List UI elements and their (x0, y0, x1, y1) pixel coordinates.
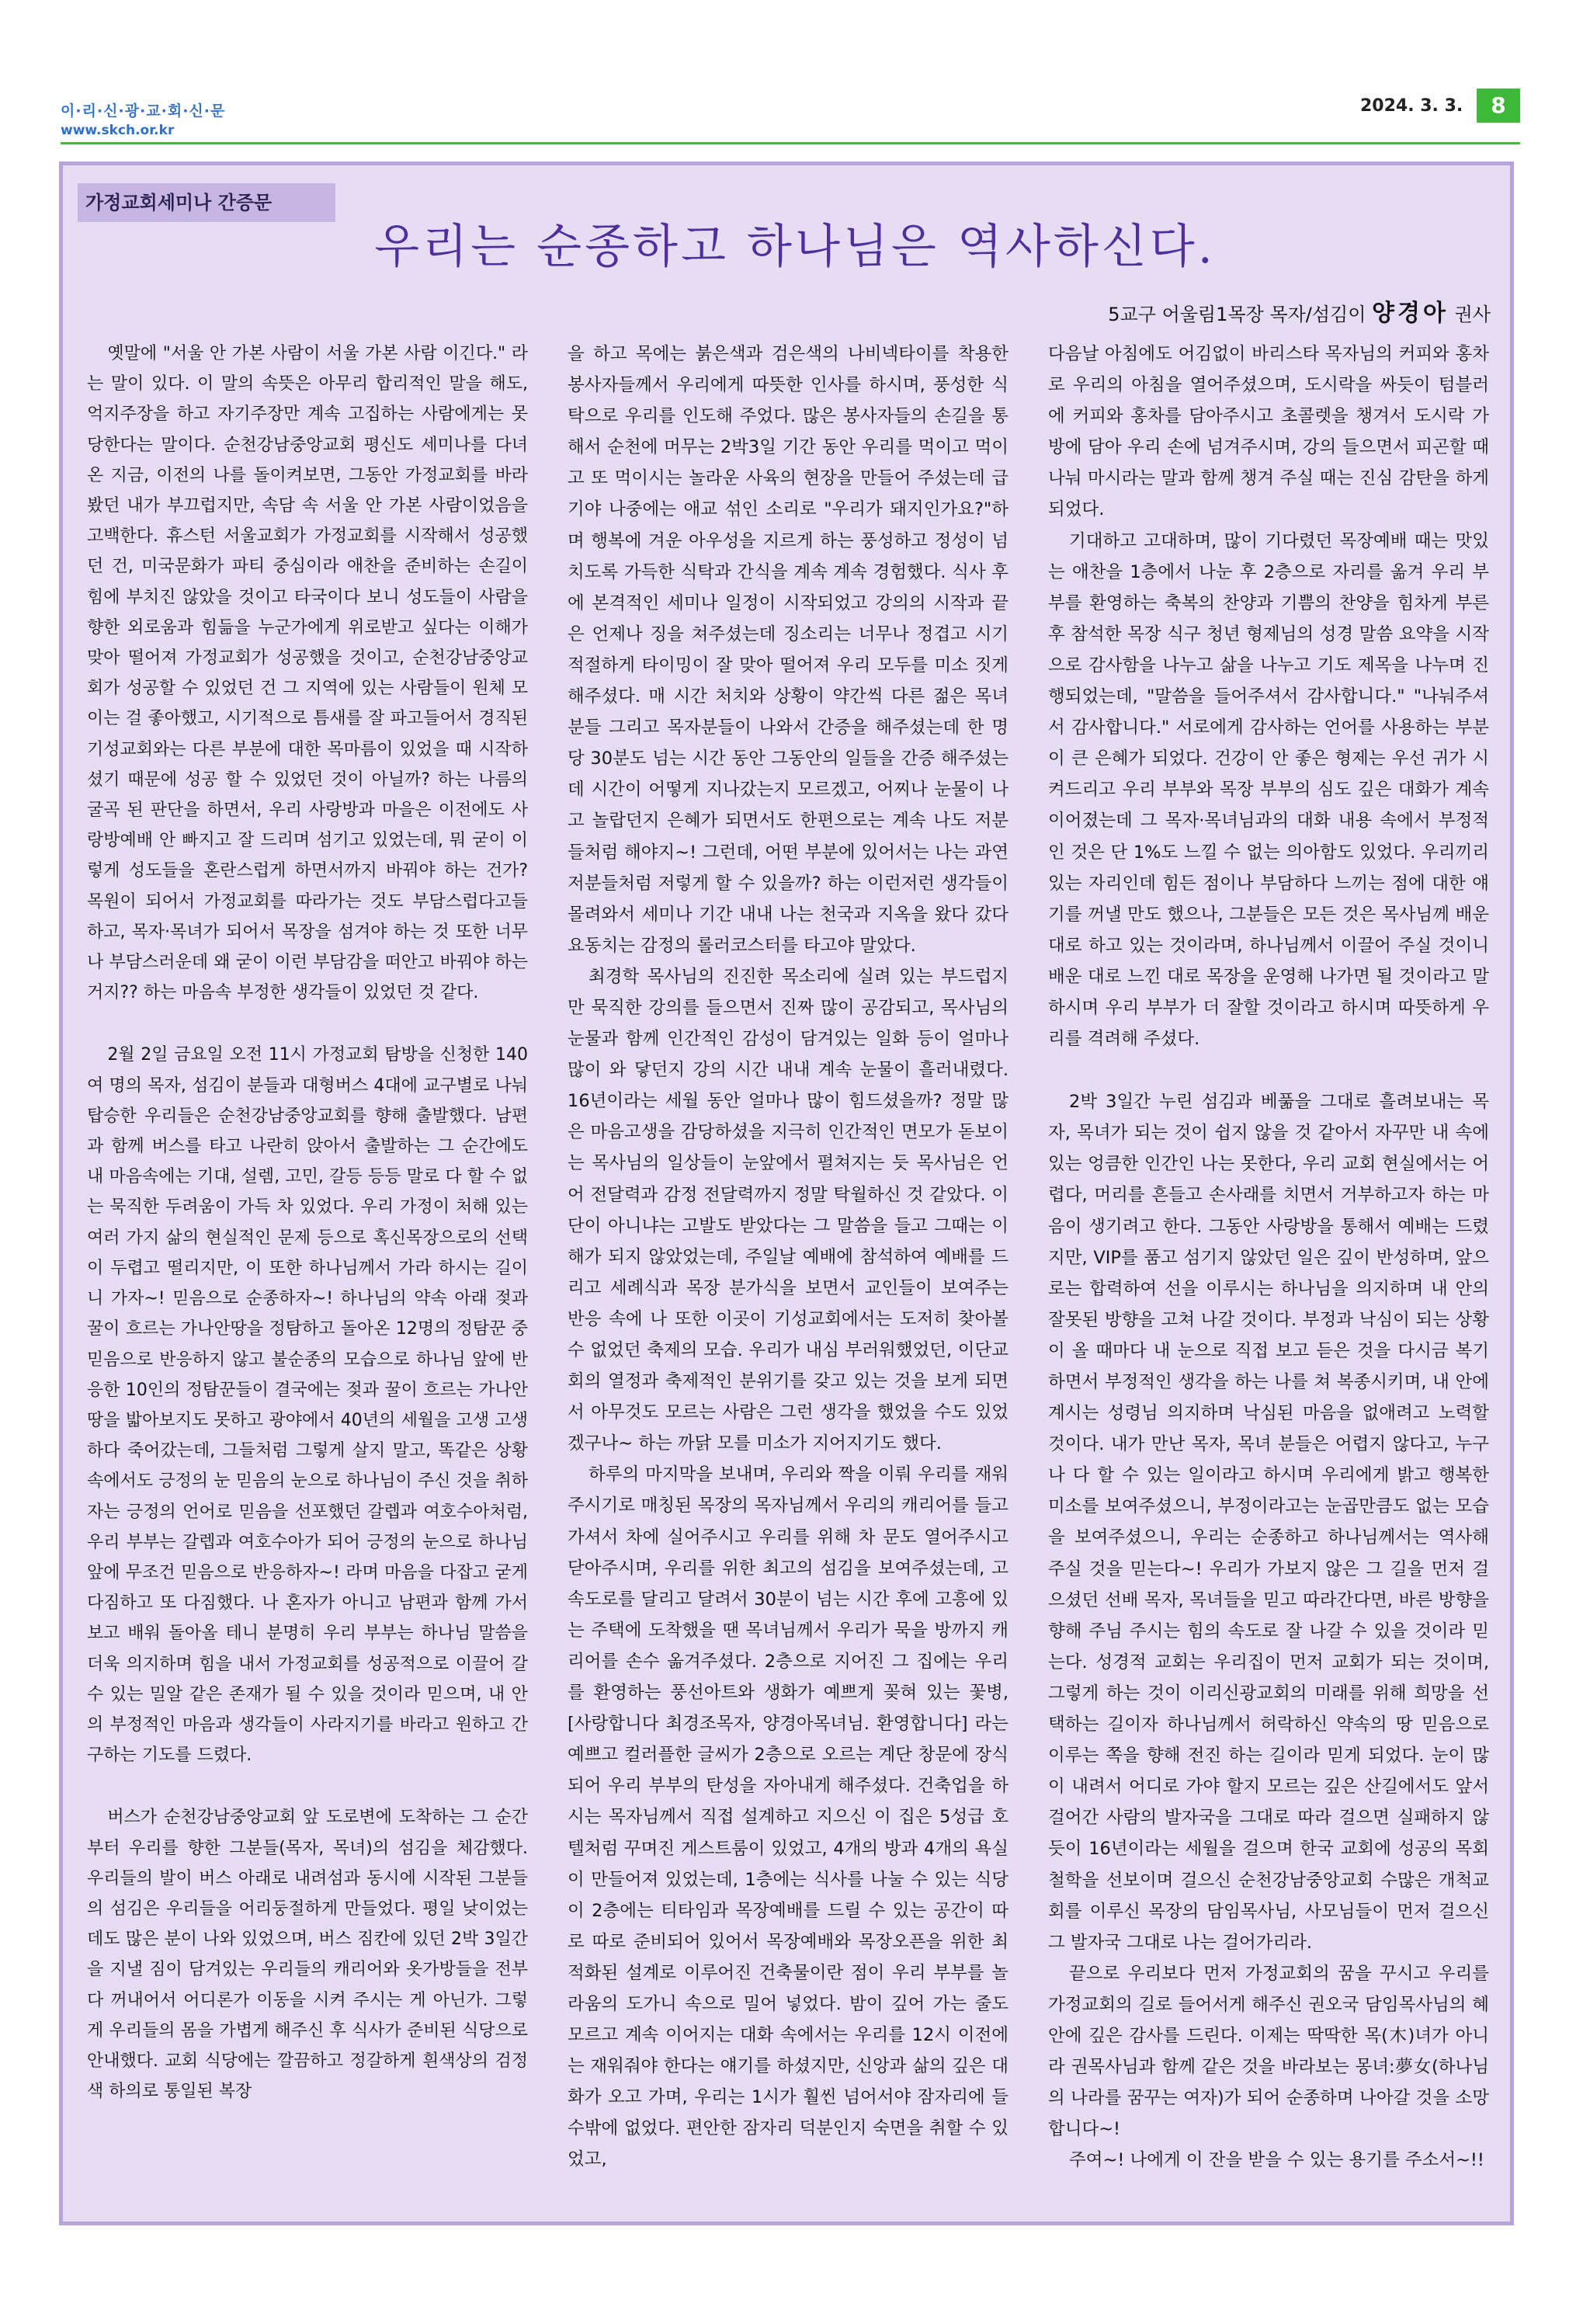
article-title: 우리는 순종하고 하나님은 역사하신다. (374, 220, 1216, 274)
paragraph: 끝으로 우리보다 먼저 가정교회의 꿈을 꾸시고 우리를 가정교회의 길로 들어서게 해주신 권오국 담임목사님의 혜안에 깊은 감사를 드린다. 이제는 딱딱한 목(木)녀가 아니라 권목사님과 함께 같은 것을 바라보는 몽녀:夢女(하나님의 나라를 꿈꾸는 여자)가 되어 순종하며 나아갈 것을 소망합니다~! (1048, 1963, 1489, 2140)
paragraph: 옛말에 "서울 안 가본 사람이 서울 가본 사람 이긴다." 라는 말이 있다. 이 말의 속뜻은 아무리 합리적인 말을 해도, 억지주장을 하고 자기주장만 계속 고집하는 사람에게는 못 당한다는 말이다. 순천강남중앙교회 평신도 세미나를 다녀온 지금, 이전의 나를 돌이켜보면, 그동안 가정교회를 바라봤던 내가 부끄럽지만, 속담 속 서울 안 가본 사람이었음을 고백한다. 휴스턴 서울교회가 가정교회를 시작해서 성공했던 건, 미국문화가 파티 중심이라 애찬을 준비하는 손길이 힘에 부치진 않았을 것이고 타국이다 보니 성도들이 사람을 향한 외로움과 힘듦을 누군가에게 위로받고 싶다는 이해가 맞아 떨어져 가정교회가 성공했을 것이고, 순천강남중앙교회가 성공할 수 있었던 건 그 지역에 있는 사람들이 원체 모이는 걸 좋아했고, 시기적으로 틈새를 잘 파고들어서 경직된 기성교회와는 다른 부분에 대한 목마름이 있었을 때 시작하셨기 때문에 성공 할 수 있었던 것이 아닐까? 하는 나름의 굴곡 된 판단을 하면서, 우리 사랑방과 마을은 이전에도 사랑방예배 안 빠지고 잘 드리며 섬기고 있었는데, 뭐 굳이 이렇게 성도들을 혼란스럽게 하면서까지 바꿔야 하는 건가? 목원이 되어서 가정교회를 따라가는 것도 부담스럽다고들 하고, 목자·목녀가 되어서 목장을 섬겨야 하는 것 또한 너무나 부담스러운데 왜 굳이 이런 부담감을 떠안고 바꿔야 하는 거지?? 하는 마음속 부정한 생각들이 있었던 것 같다. (87, 344, 528, 1003)
page-number-badge: 8 (1477, 89, 1520, 123)
byline-role: 5교구 어울림1목장 목자/섬김이 (1108, 304, 1366, 325)
byline-title: 권사 (1454, 304, 1491, 325)
byline-name: 양경아 (1372, 300, 1449, 327)
paragraph: 주여~! 나에게 이 잔을 받을 수 있는 용기를 주소서~!! (1069, 2150, 1484, 2171)
paragraph: 을 하고 목에는 붉은색과 검은색의 나비넥타이를 착용한 봉사자들께서 우리에게 따뜻한 인사를 하시며, 풍성한 식탁으로 우리를 인도해 주었다. 많은 봉사자들의 손길을 통해서 순천에 머무는 2박3일 기간 동안 우리를 먹이고 먹이고 또 먹이시는 놀라운 사육의 현장을 만들어 주셨는데 급기야 나중에는 애교 섞인 소리로 "우리가 돼지인가요?"하며 행복에 겨운 아우성을 지르게 하는 풍성하고 정성이 넘치도록 가득한 식탁과 간식을 계속 계속 경험했다. 식사 후에 본격적인 세미나 일정이 시작되었고 강의의 시작과 끝은 언제나 징을 쳐주셨는데 징소리는 너무나 정겹고 시기적절하게 타이밍이 잘 맞아 떨어져 우리 모두를 미소 짓게 해주셨다. 매 시간 처치와 상황이 약간씩 다른 젊은 목녀 분들 그리고 목자분들이 나와서 간증을 해주셨는데 한 명당 30분도 넘는 시간 동안 그동안의 일들을 간증 해주셨는데 시간이 어떻게 지나갔는지 모르겠고, 어찌나 눈물이 나고 놀랍던지 은혜가 되면서도 한편으로는 계속 나도 저분들처럼 해야지~! 그런데, 어떤 부분에 있어서는 나는 과연 저분들처럼 저렇게 할 수 있을까? 하는 이런저런 생각들이 몰려와서 세미나 기간 내내 나는 천국과 지옥을 왔다 갔다 요동치는 감정의 롤러코스터를 타고야 말았다. (568, 344, 1009, 956)
paragraph: 2월 2일 금요일 오전 11시 가정교회 탐방을 신청한 140여 명의 목자, 섬김이 분들과 대형버스 4대에 교구별로 나눠 탑승한 우리들은 순천강남중앙교회를 향해 출발했다. 남편과 함께 버스를 타고 나란히 앉아서 출발하는 그 순간에도 내 마음속에는 기대, 설렘, 고민, 갈등 등등 말로 다 할 수 없는 묵직한 두려움이 가득 차 있었다. 우리 가정이 처해 있는 여러 가지 삶의 현실적인 문제 등으로 혹신목장으로의 선택이 두렵고 떨리지만, 이 또한 하나님께서 가라 하시는 길이니 가자~! 믿음으로 순종하자~! 하나님의 약속 아래 젖과 꿀이 흐르는 가나안땅을 정탐하고 돌아온 12명의 정탐꾼 중 믿음으로 반응하지 않고 불순종의 모습으로 하나님 앞에 반응한 10인의 정탐꾼들이 결국에는 젖과 꿀이 흐르는 가나안땅을 밟아보지도 못하고 광야에서 40년의 세월을 고생 고생하다 죽어갔는데, 그들처럼 그렇게 살지 말고, 똑같은 상황 속에서도 긍정의 눈 믿음의 눈으로 하나님이 주신 것을 취하자는 긍정의 언어로 믿음을 선포했던 갈렙과 여호수아처럼, 우리 부부는 갈렙과 여호수아가 되어 긍정의 눈으로 하나님 앞에 무조건 믿음으로 반응하자~! 라며 마음을 다잡고 굳게 다짐하고 또 다짐했다. 나 혼자가 아니고 남편과 함께 가서 보고 배워 돌아올 테니 분명히 우리 부부는 하나님 말씀을 더욱 의지하며 힘을 내서 가정교회를 성공적으로 이끌어 갈 수 있는 밀알 같은 존재가 될 수 있을 것이라 믿으며, 내 안의 부정적인 마음과 생각들이 사라지기를 바라고 원하고 간구하는 기도를 드렸다. (87, 1045, 528, 1766)
paragraph: 하루의 마지막을 보내며, 우리와 짝을 이뤄 우리를 재워주시기로 매칭된 목장의 목자님께서 우리의 캐리어를 들고 가셔서 차에 실어주시고 우리를 위해 차 문도 열어주시고 닫아주시며, 우리를 위한 최고의 섬김을 보여주셨는데, 고속도로를 달리고 달려서 30분이 넘는 시간 후에 고흥에 있는 주택에 도착했을 땐 목녀님께서 우리가 묵을 방까지 캐리어를 손수 옮겨주셨다. 2층으로 지어진 그 집에는 우리를 환영하는 풍선아트와 생화가 예쁘게 꽂혀 있는 꽃병, [사랑합니다 최경조목자, 양경아목녀님. 환영합니다] 라는 예쁘고 컬러플한 글씨가 2층으로 오르는 계단 창문에 장식되어 우리 부부의 탄성을 자아내게 해주셨다. 건축업을 하시는 목자님께서 직접 설계하고 지으신 이 집은 5성급 호텔처럼 꾸며진 게스트룸이 있었고, 4개의 방과 4개의 욕실이 만들어져 있었는데, 1층에는 식사를 나눌 수 있는 식당이 2층에는 티타임과 목장예배를 드릴 수 있는 공간이 따로 따로 준비되어 있어서 목장예배와 목장오픈을 위한 최적화된 설계로 이루어진 건축물이란 점이 우리 부부를 놀라움의 도가니 속으로 밀어 넣었다. 밤이 깊어 가는 줄도 모르고 계속 이어지는 대화 속에서는 우리를 12시 이전에는 재워줘야 한다는 얘기를 하셨지만, 신앙과 삶의 깊은 대화가 오고 가며, 우리는 1시가 훨씬 넘어서야 잠자리에 들 수밖에 없었다. 편안한 잠자리 덕분인지 숙면을 취할 수 있었고, (568, 1464, 1009, 2170)
paragraph: 최경학 목사님의 진진한 목소리에 실려 있는 부드럽지만 묵직한 강의를 들으면서 진짜 많이 공감되고, 목사님의 눈물과 함께 인간적인 감성이 담겨있는 일화 등이 얼마나 많이 와 닿던지 강의 시간 내내 계속 눈물이 흘러내렸다. 16년이라는 세월 동안 얼마나 많이 힘드셨을까? 정말 많은 마음고생을 감당하셨을 지극히 인간적인 면모가 돋보이는 목사님의 일상들이 눈앞에서 펼쳐지는 듯 목사님은 언어 전달력과 감정 전달력까지 정말 탁월하신 것 같았다. 이단이 아니냐는 고발도 받았다는 그 말씀을 들고 그때는 이해가 되지 않았었는데, 주일날 예배에 참석하여 예배를 드리고 세례식과 목장 분가식을 보면서 교인들이 보여주는 반응 속에 나 또한 이곳이 기성교회에서는 도저히 찾아볼 수 없었던 축제의 모습. 우리가 내심 부러워했었던, 이단교회의 열정과 축제적인 분위기를 갖고 있는 것을 보게 되면서 아무것도 모르는 사람은 그런 생각을 했었을 수도 있었겠구나~ 하는 까닭 모를 미소가 지어지기도 했다. (568, 966, 1009, 1454)
paragraph: 2박 3일간 누린 섬김과 베풂을 그대로 흘려보내는 목자, 목녀가 되는 것이 쉽지 않을 것 같아서 자꾸만 내 속에 있는 엉큼한 인간인 나는 못한다, 우리 교회 현실에서는 어렵다, 머리를 흔들고 손사래를 치면서 거부하고자 하는 마음이 생기려고 한다. 그동안 사랑방을 통해서 예배는 드렸지만, VIP를 품고 섬기지 않았던 일은 깊이 반성하며, 앞으로는 합력하여 선을 이루시는 하나님을 의지하며 내 안의 잘못된 방향을 고쳐 나갈 것이다. 부정과 낙심이 되는 상황이 올 때마다 내 눈으로 직접 보고 듣은 것을 다시금 복기하면서 부정적인 생각을 하는 나를 쳐 복종시키며, 내 안에 계시는 성령님 의지하며 낙심된 마음을 없애려고 노력할 것이다. 내가 만난 목자, 목녀 분들은 어렵지 않다고, 누구나 다 할 수 있는 일이라고 하시며 우리에게 밝고 행복한 미소를 보여주셨으니, 부정이라고는 눈곱만큼도 없는 모습을 보여주셨으니, 우리는 순종하고 하나님께서는 역사해 주실 것을 믿는다~! 우리가 가보지 않은 그 길을 먼저 걸으셨던 선배 목자, 목녀들을 믿고 따라간다면, 바른 방향을 향해 주님 주시는 힘의 속도로 잘 나갈 수 있을 것이라 믿는다. 성경적 교회는 우리집이 먼저 교회가 되는 것이며, 그렇게 하는 것이 이리신광교회의 미래를 위해 희망을 선택하는 길이자 하나님께서 허락하신 약속의 땅 믿음으로 이루는 쪽을 향해 전진 하는 길이라 믿게 되었다. 눈이 많이 내려서 어디로 가야 할지 모르는 깊은 산길에서도 앞서 걸어간 사람의 발자국을 그대로 따라 걸으면 실패하지 않듯이 16년이라는 세월을 걸으며 한국 교회에 성공의 목회 철학을 선보이며 걸으신 순천강남중앙교회 수많은 개척교회를 이루신 목장의 담임목사님, 사모님들이 먼저 걸으신 그 발자국 그대로 나는 걸어가리라. (1048, 1092, 1489, 1953)
issue-date: 2024. 3. 3. (1360, 96, 1463, 116)
website-link[interactable]: www.skch.or.kr (61, 123, 175, 138)
article-column-2 (568, 339, 1009, 2176)
paragraph: 버스가 순천강남중앙교회 앞 도로변에 도착하는 그 순간부터 우리를 향한 그분들(목자, 목녀)의 섬김을 체감했다. 우리들의 발이 버스 아래로 내려섬과 동시에 시작된 그분들의 섬김은 우리들을 어리둥절하게 만들었다. 평일 낮이었는데도 많은 분이 나와 있었으며, 버스 짐칸에 있던 2박 3일간을 지낼 짐이 담겨있는 우리들의 캐리어와 옷가방들을 전부 다 꺼내어서 어디론가 이동을 시켜 주시는 게 아닌가. 그렇게 우리들의 몸을 가볍게 해주신 후 식사가 준비된 식당으로 안내했다. 교회 식당에는 깔끔하고 정갈하게 흰색상의 검정색 하의로 통일된 복장 (87, 1808, 528, 2102)
byline (1108, 294, 1491, 328)
paragraph: 다음날 아침에도 어김없이 바리스타 목자님의 커피와 홍차로 우리의 아침을 열어주셨으며, 도시락을 싸듯이 텀블러에 커피와 홍차를 담아주시고 초콜렛을 챙겨서 도시락 가방에 담아 우리 손에 넘겨주시며, 강의 들으면서 피곤할 때 나눠 마시라는 말과 함께 챙겨 주실 때는 진심 감탄을 하게 되었다. (1048, 344, 1489, 520)
header-divider (61, 142, 1520, 144)
section-label: 가정교회세미나 간증문 (78, 183, 335, 222)
article-column-1 (87, 339, 528, 2107)
newspaper-name: 이·리·신·광·교·회·신·문 (61, 102, 226, 120)
article-column-3 (1048, 339, 1489, 2176)
paragraph: 기대하고 고대하며, 많이 기다렸던 목장예배 때는 맛있는 애찬을 1층에서 나눈 후 2층으로 자리를 옮겨 우리 부부를 환영하는 축복의 찬양과 기쁨의 찬양을 힘차게 부른 후 참석한 목장 식구 청년 형제님의 성경 말씀 요약을 시작으로 감사함을 나누고 삶을 나누고 기도 제목을 나누며 진행되었는데, "말씀을 들어주셔서 감사합니다." "나눠주셔서 감사합니다." 서로에게 감사하는 언어를 사용하는 부분이 큰 은혜가 되었다. 건강이 안 좋은 형제는 우선 귀가 시켜드리고 우리 부부와 목장 부부의 심도 깊은 대화가 계속 이어졌는데 그 목자·목녀님과의 대화 내용 속에서 부정적인 것은 단 1%도 느낄 수 없는 의아함도 있었다. 우리끼리 있는 자리인데 힘든 점이나 부담하다 느끼는 점에 대한 얘기를 꺼낼 만도 했으나, 그분들은 모든 것은 목사님께 배운 대로 하고 있는 것이라며, 하나님께서 이끌어 주실 것이니 배운 대로 느낀 대로 목장을 운영해 나가면 될 것이라고 말하시며 우리 부부가 더 잘할 것이라고 하시며 따뜻하게 우리를 격려해 주셨다. (1048, 530, 1489, 1050)
